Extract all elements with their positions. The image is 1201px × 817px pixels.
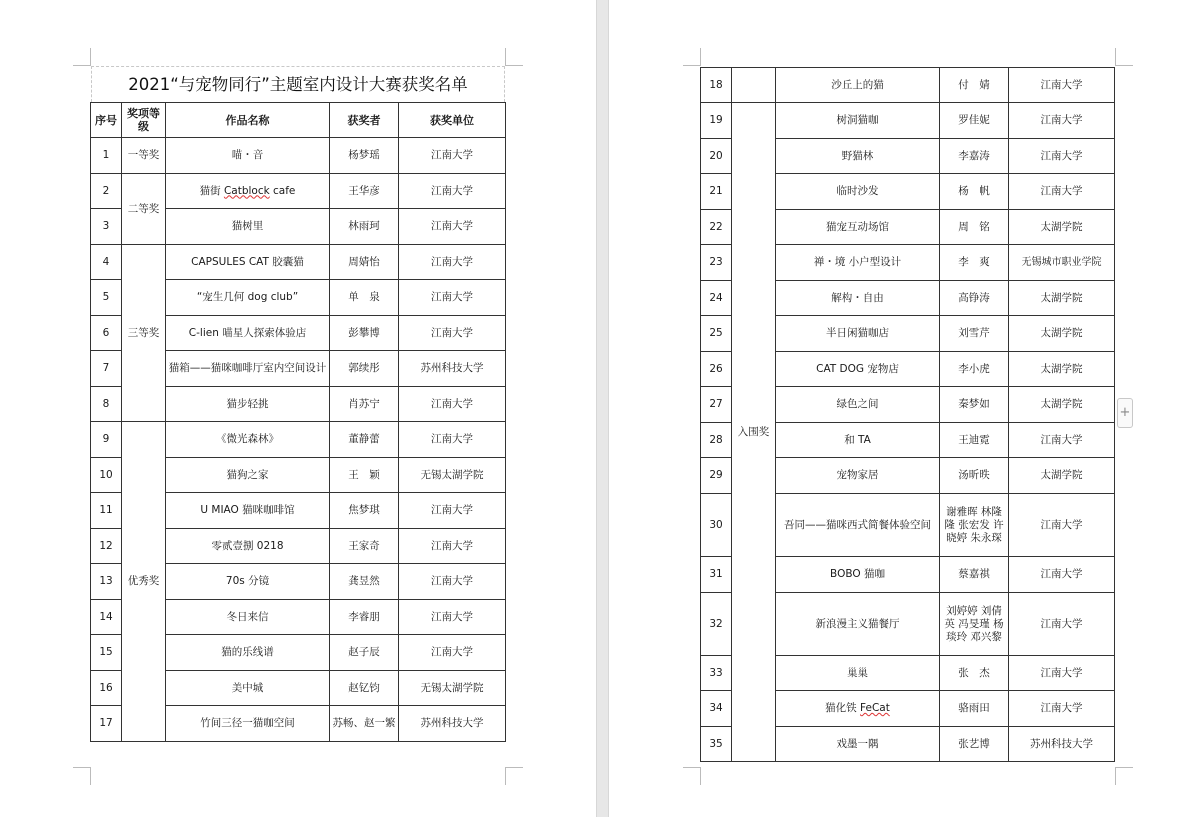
cell-winner: 谢雅晖 林隆隆 张宏发 许晓婷 朱永琛 [940,494,1009,557]
cell-seq: 1 [91,138,122,174]
header-seq: 序号 [91,103,122,138]
cell-unit: 太湖学院 [1009,387,1115,423]
cell-winner: 付 婧 [940,68,1009,103]
cell-seq: 33 [701,656,732,691]
cell-seq: 10 [91,458,122,493]
cell-seq: 19 [701,103,732,139]
cell-seq: 32 [701,593,732,656]
cell-work: 猫步轻挑 [166,387,330,422]
cell-seq: 17 [91,706,122,742]
cell-work: 吾同——猫咪西式简餐体验空间 [776,494,940,557]
cell-work: 零贰壹捌 0218 [166,529,330,564]
cell-seq: 8 [91,387,122,422]
cell-level: 优秀奖 [122,422,166,742]
cell-work: 竹间三径一猫咖空间 [166,706,330,742]
cell-seq: 7 [91,351,122,387]
document-title: 2021“与宠物同行”主题室内设计大赛获奖名单 [91,66,505,102]
cell-level: 一等奖 [122,138,166,174]
table-row [701,103,1115,139]
cell-work: 猫宠互动场馆 [776,210,940,245]
cell-unit: 江南大学 [399,600,506,635]
cell-winner: 肖苏宁 [330,387,399,422]
cell-work: 喵・音 [166,138,330,174]
cell-seq: 25 [701,316,732,352]
cell-seq: 2 [91,174,122,209]
cell-winner: 王 颖 [330,458,399,493]
crop-mark [73,767,91,785]
crop-mark [505,48,523,66]
cell-winner: 汤昕昳 [940,458,1009,494]
cell-unit: 江南大学 [1009,494,1115,557]
table-row [91,138,506,174]
table-row [701,68,1115,103]
cell-work: 沙丘上的猫 [776,68,940,103]
cell-work: C-lien 喵星人探索体验店 [166,316,330,351]
cell-unit: 江南大学 [399,245,506,280]
cell-winner: 刘雪芹 [940,316,1009,352]
cell-work: 野猫林 [776,139,940,174]
cell-unit: 江南大学 [399,529,506,564]
cell-seq: 22 [701,210,732,245]
award-table-page-2 [700,67,1115,762]
cell-unit: 江南大学 [399,493,506,529]
work-text: 猫化铁 [825,702,861,714]
header-unit: 获奖单位 [399,103,506,138]
cell-unit: 江南大学 [1009,68,1115,103]
header-level: 奖项等级 [122,103,166,138]
crop-mark [1115,767,1133,785]
cell-work: 绿色之间 [776,387,940,423]
cell-unit: 江南大学 [1009,174,1115,210]
cell-winner: 秦梦如 [940,387,1009,423]
cell-work: 70s 分镜 [166,564,330,600]
cell-seq: 34 [701,691,732,727]
cell-winner: 赵钇钧 [330,671,399,706]
cell-unit: 太湖学院 [1009,210,1115,245]
cell-unit: 无锡城市职业学院 [1009,245,1115,281]
cell-winner: 周 铭 [940,210,1009,245]
cell-winner: 焦梦琪 [330,493,399,529]
cell-winner: 龚昱然 [330,564,399,600]
cell-work: U MIAO 猫咪咖啡馆 [166,493,330,529]
cell-work: 猫箱——猫咪咖啡厅室内空间设计 [166,351,330,387]
cell-work: 新浪漫主义猫餐厅 [776,593,940,656]
cell-winner: 李睿朋 [330,600,399,635]
cell-seq: 27 [701,387,732,423]
cell-work: “宠生几何 dog club” [166,280,330,316]
crop-mark [73,48,91,66]
cell-work [776,691,940,727]
cell-unit: 太湖学院 [1009,316,1115,352]
cell-unit: 太湖学院 [1009,458,1115,494]
cell-seq: 26 [701,352,732,387]
cell-work: 美中城 [166,671,330,706]
cell-winner: 杨梦瑶 [330,138,399,174]
spellcheck-flag[interactable]: FeCat [860,702,890,714]
crop-mark [1115,48,1133,66]
crop-mark [505,767,523,785]
cell-winner: 张 杰 [940,656,1009,691]
cell-seq: 6 [91,316,122,351]
cell-seq: 3 [91,209,122,245]
cell-unit: 江南大学 [399,138,506,174]
cell-level: 二等奖 [122,174,166,245]
crop-mark [683,767,701,785]
cell-winner: 赵子辰 [330,635,399,671]
cell-unit: 太湖学院 [1009,281,1115,316]
header-work: 作品名称 [166,103,330,138]
cell-unit: 江南大学 [1009,656,1115,691]
cell-seq: 31 [701,557,732,593]
work-text: cafe [269,184,296,197]
cell-seq: 15 [91,635,122,671]
cell-winner: 李嘉涛 [940,139,1009,174]
cell-seq: 29 [701,458,732,494]
cell-seq: 4 [91,245,122,280]
cell-level [732,68,776,103]
cell-winner: 王家奇 [330,529,399,564]
cell-unit: 无锡太湖学院 [399,671,506,706]
cell-unit: 江南大学 [399,564,506,600]
cell-winner: 张艺博 [940,727,1009,762]
cell-winner: 刘婷婷 刘倩英 冯旻瑾 杨琰玲 邓兴黎 [940,593,1009,656]
cell-winner: 林雨珂 [330,209,399,245]
cell-winner: 李小虎 [940,352,1009,387]
cell-unit: 江南大学 [1009,593,1115,656]
cell-winner: 王迪霓 [940,423,1009,458]
award-table-page-1 [90,102,506,742]
cell-seq: 9 [91,422,122,458]
cell-winner: 周婧怡 [330,245,399,280]
header-winner: 获奖者 [330,103,399,138]
cell-unit: 江南大学 [399,422,506,458]
cell-work: 解构・自由 [776,281,940,316]
cell-unit: 太湖学院 [1009,352,1115,387]
cell-work: 禅・境 小户型设计 [776,245,940,281]
cell-work: 临时沙发 [776,174,940,210]
cell-seq: 11 [91,493,122,529]
cell-winner: 杨 帆 [940,174,1009,210]
cell-seq: 24 [701,281,732,316]
cell-work: 猫树里 [166,209,330,245]
cell-unit: 江南大学 [399,316,506,351]
cell-unit: 江南大学 [1009,557,1115,593]
cell-work: 戏墨一隅 [776,727,940,762]
cell-seq: 30 [701,494,732,557]
table-header-row [91,103,506,138]
cell-unit: 无锡太湖学院 [399,458,506,493]
cell-work: CAPSULES CAT 胶囊猫 [166,245,330,280]
cell-unit: 江南大学 [399,635,506,671]
cell-seq: 21 [701,174,732,210]
cell-seq: 14 [91,600,122,635]
crop-mark [683,48,701,66]
cell-winner: 董静蕾 [330,422,399,458]
cell-seq: 35 [701,727,732,762]
cell-work: BOBO 猫咖 [776,557,940,593]
cell-work: 树洞猫咖 [776,103,940,139]
cell-seq: 28 [701,423,732,458]
cell-work: 巢巢 [776,656,940,691]
cell-seq: 12 [91,529,122,564]
cell-work: CAT DOG 宠物店 [776,352,940,387]
cell-work: 猫狗之家 [166,458,330,493]
cell-winner: 骆雨田 [940,691,1009,727]
cell-winner: 彭攀博 [330,316,399,351]
cell-unit: 江南大学 [399,209,506,245]
add-icon[interactable]: + [1117,398,1133,428]
cell-level: 三等奖 [122,245,166,422]
cell-unit: 苏州科技大学 [399,706,506,742]
cell-work: 冬日来信 [166,600,330,635]
cell-winner: 苏畅、赵一繁 [330,706,399,742]
cell-unit: 江南大学 [1009,423,1115,458]
cell-winner: 罗佳妮 [940,103,1009,139]
cell-winner: 高铮涛 [940,281,1009,316]
cell-work: 《微光森林》 [166,422,330,458]
table-row [91,174,506,209]
table-row [91,422,506,458]
cell-seq: 16 [91,671,122,706]
cell-seq: 18 [701,68,732,103]
cell-work: 猫的乐线谱 [166,635,330,671]
cell-unit: 江南大学 [1009,139,1115,174]
cell-work: 和 TA [776,423,940,458]
cell-unit: 江南大学 [1009,691,1115,727]
cell-unit: 苏州科技大学 [1009,727,1115,762]
cell-seq: 5 [91,280,122,316]
cell-winner: 单 泉 [330,280,399,316]
cell-unit: 江南大学 [399,280,506,316]
cell-seq: 20 [701,139,732,174]
cell-work: 宠物家居 [776,458,940,494]
table-row [91,245,506,280]
cell-work [166,174,330,209]
page-divider [596,0,609,817]
cell-unit: 江南大学 [399,174,506,209]
cell-seq: 23 [701,245,732,281]
cell-level: 入围奖 [732,103,776,762]
spellcheck-flag[interactable]: Catblock [223,184,270,197]
cell-winner: 李 爽 [940,245,1009,281]
cell-seq: 13 [91,564,122,600]
cell-unit: 江南大学 [399,387,506,422]
cell-winner: 郭续彤 [330,351,399,387]
work-text: 猫街 [199,184,224,197]
cell-unit: 江南大学 [1009,103,1115,139]
cell-work: 半日闲猫咖店 [776,316,940,352]
cell-winner: 蔡嘉祺 [940,557,1009,593]
cell-winner: 王华彦 [330,174,399,209]
cell-unit: 苏州科技大学 [399,351,506,387]
